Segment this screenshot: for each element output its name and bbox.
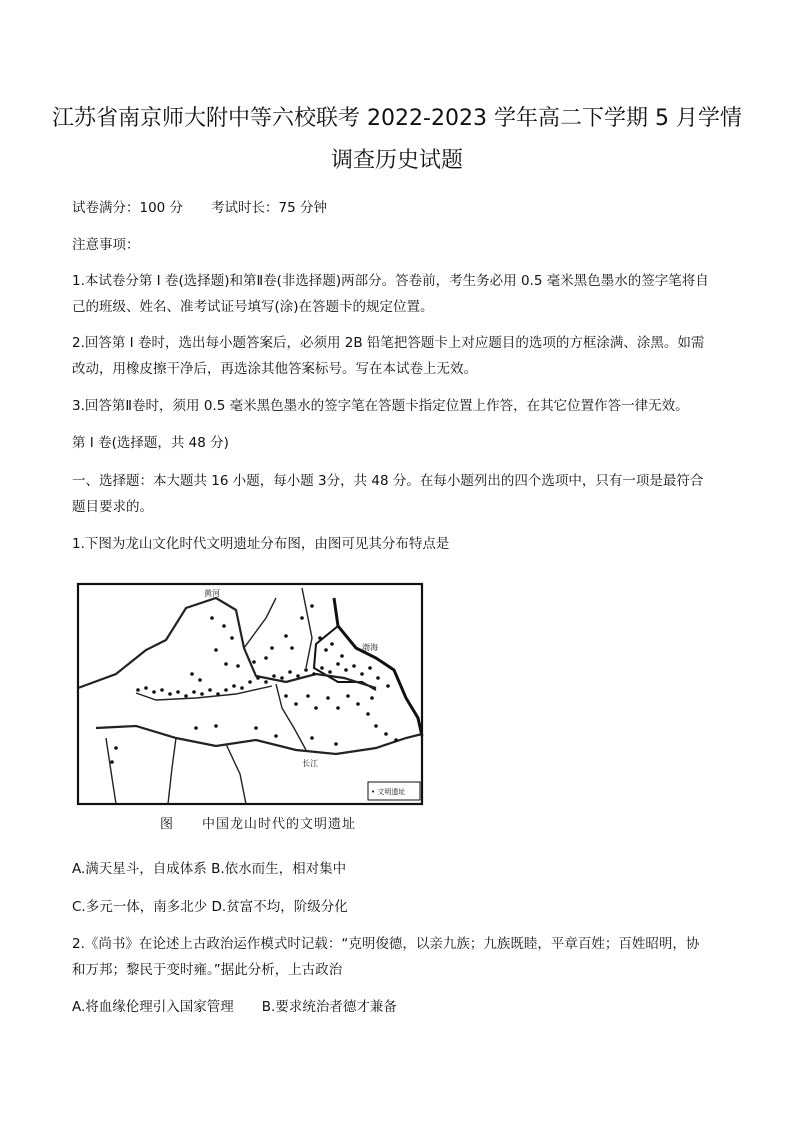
question-1-stem: 1.下图为龙山文化时代文明遗址分布图，由图可见其分布特点是 (72, 536, 450, 552)
note-2-line-2: 改动，用橡皮擦干净后，再选涂其他答案标号。写在本试卷上无效。 (72, 361, 477, 377)
note-1-line-1: 1.本试卷分第 I 卷(选择题)和第Ⅱ卷(非选择题)两部分。答卷前，考生务必用 0.5 毫米黑色墨水的签字笔将自 (72, 273, 709, 289)
section-instruction-line-2: 题目要求的。 (72, 499, 153, 515)
question-2-option-a: A.将血缘伦理引入国家管理 (72, 999, 234, 1015)
map-label-bohai: 渤海 (362, 643, 378, 652)
question-2-option-b: B.要求统治者德才兼备 (261, 999, 397, 1015)
map-label-yangtze: 长江 (302, 759, 318, 768)
map-legend-text: • 文明遗址 (371, 788, 406, 796)
volume-title: 第 I 卷(选择题，共 48 分) (72, 435, 229, 451)
section-instruction-line-1: 一、选择题：本大题共 16 小题，每小题 3分，共 48 分。在每小题列出的四个选项中，只有一项是最符合 (72, 473, 704, 489)
page-subtitle: 调查历史试题 (330, 148, 463, 173)
note-1-line-2: 己的班级、姓名、准考试证号填写(涂)在答题卡的规定位置。 (72, 299, 434, 315)
question-1-options-line-2: C.多元一体，南多北少 D.贫富不均，阶级分化 (72, 899, 348, 915)
page-title: 江苏省南京师大附中等六校联考 2022-2023 学年高二下学期 5 月学情 (52, 106, 742, 131)
map-label-yellow-river: 黄河 (204, 589, 220, 598)
question-2-stem-line-1: 2.《尚书》在论述上古政治运作模式时记载：“克明俊德，以亲九族；九族既睦，平章百姓；百姓昭明，协 (72, 936, 700, 952)
question-2-options (72, 994, 732, 1020)
exam-duration: 考试时长：75 分钟 (211, 200, 328, 216)
exam-info (72, 195, 732, 221)
note-3: 3.回答第Ⅱ卷时，须用 0.5 毫米黑色墨水的签字笔在答题卡指定位置上作答，在其它位置作答一律无效。 (72, 398, 689, 414)
note-2-line-1: 2.回答第 I 卷时，选出每小题答案后，必须用 2B 铅笔把答题卡上对应题目的选项的方框涂满、涂黑。如需 (72, 335, 705, 351)
figure-caption: 图 中国龙山时代的文明遗址 (160, 817, 357, 832)
map-frame (78, 584, 422, 804)
notes-heading: 注意事项： (72, 237, 140, 253)
full-score: 试卷满分：100 分 (72, 200, 184, 216)
question-1-options-line-1: A.满天星斗，自成体系 B.依水而生，相对集中 (72, 861, 347, 877)
longshan-sites-map (76, 578, 426, 806)
question-2-stem-line-2: 和万邦；黎民于变时雍。”据此分析，上古政治 (72, 962, 343, 978)
